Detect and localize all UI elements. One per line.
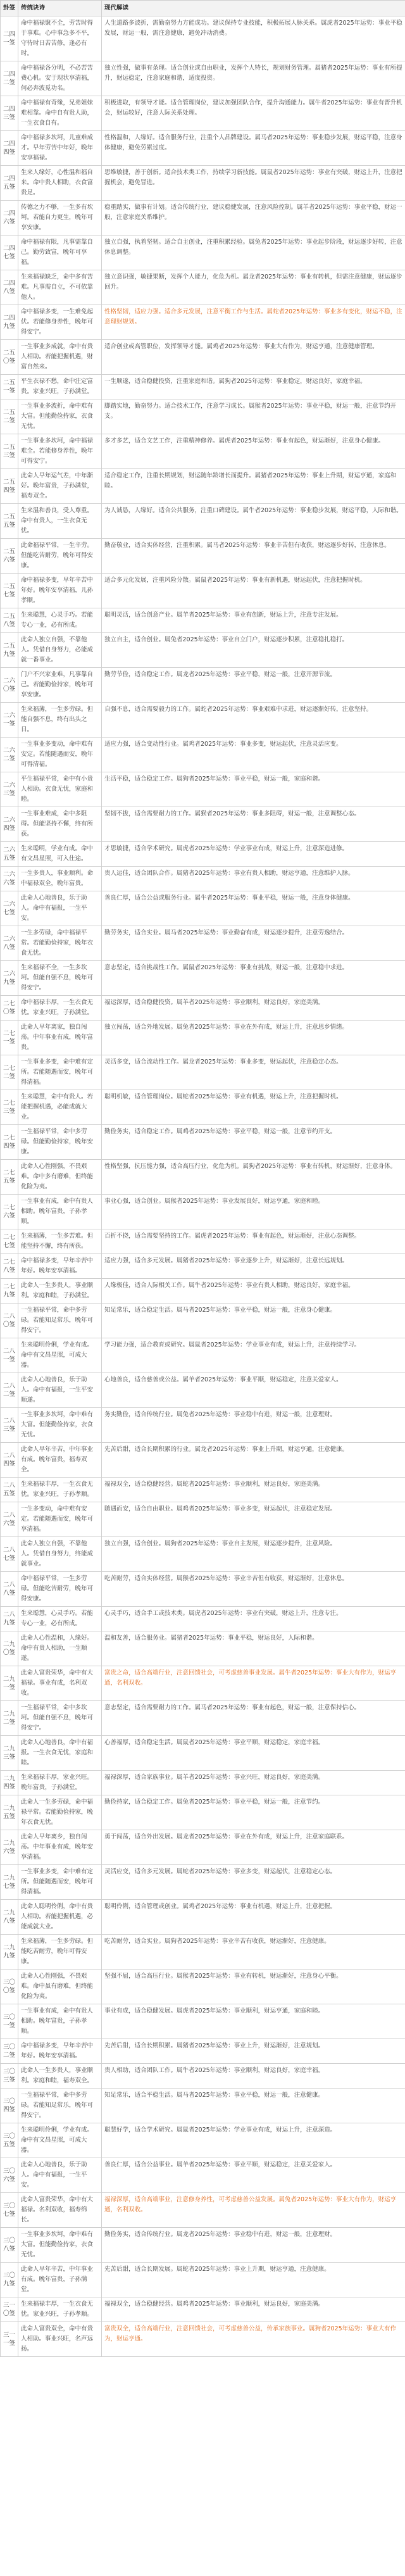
gua-cell: 二六六签 bbox=[1, 867, 18, 891]
modern-cell: 思维敏捷，善于创新。适合技术类工作，持续学习新技能。属鼠者2025年运势：事业有突破，财运上升，注意把握机会，避免冒进。 bbox=[102, 166, 405, 201]
modern-cell: 意志坚定，适合需要耐力的工作。属马者2025年运势：事业有起色，财运一般，注意保持信心。 bbox=[102, 1701, 405, 1736]
modern-cell: 先苦后甜，适合长期发展。属蛇者2025年运势：事业上升期，财运亨通，注意健康。 bbox=[102, 2263, 405, 2297]
traditional-cell: 生来福禄不全，一生多坎坷。但能自强不息，晚年可得安宁。 bbox=[18, 961, 102, 996]
gua-cell: 二八六签 bbox=[1, 1502, 18, 1537]
traditional-cell: 此命人富贵双全，命中有贵人相助。事业兴旺，名声远扬。 bbox=[18, 2322, 102, 2357]
traditional-cell: 一生福禄平常，命中多劳碌。若能知足常乐，晚年可得安宁。 bbox=[18, 2089, 102, 2123]
table-row bbox=[1, 633, 405, 668]
traditional-cell: 命中福禄聚不全，劳苦时得于事难。心中事急多不平，守待时日苦苦修，逢必有时。 bbox=[18, 16, 102, 61]
gua-cell: 二四二签 bbox=[1, 61, 18, 96]
gua-cell: 二八八签 bbox=[1, 1572, 18, 1607]
gua-cell: 二九〇签 bbox=[1, 1631, 18, 1666]
table-row bbox=[1, 434, 405, 469]
table-row bbox=[1, 703, 405, 738]
table-row bbox=[1, 1125, 405, 1160]
modern-cell: 福运深厚，适合稳健投资。属羊者2025年运势：事业顺利，财运良好，家庭美满。 bbox=[102, 996, 405, 1021]
table-row bbox=[1, 1160, 405, 1195]
modern-cell: 百折不挠，适合需要坚持的工作。属虎者2025年运势：事业有起色，财运渐好，注意心态调整。 bbox=[102, 1229, 405, 1254]
header-gua: 卦签 bbox=[1, 1, 18, 16]
traditional-cell: 此命人一生多贵人，事业顺利。家庭和睦，子孙满堂。 bbox=[18, 1279, 102, 1304]
table-row bbox=[1, 2193, 405, 2228]
gua-cell: 三〇七签 bbox=[1, 2193, 18, 2228]
modern-cell: 随遇而安，适合自由职业。属鸡者2025年运势：事业多变，财运起伏，注意稳定发展。 bbox=[102, 1502, 405, 1537]
table-row bbox=[1, 539, 405, 574]
gua-cell: 二九一签 bbox=[1, 1666, 18, 1701]
gua-cell: 二五八签 bbox=[1, 608, 18, 633]
traditional-cell: 一生福禄平常，命中多劳碌。若能知足常乐，晚年可得安宁。 bbox=[18, 1304, 102, 1338]
table-row bbox=[1, 891, 405, 926]
table-row bbox=[1, 1701, 405, 1736]
modern-cell: 吃苦耐劳，适合实业。属狗者2025年运势：事业辛苦有收获，财运渐好，注意健康。 bbox=[102, 1935, 405, 1970]
modern-cell: 性格温和，人缘好。适合服务行业，注重个人品牌建设。属马者2025年运势：事业稳步发展，财运平稳，注意身体健康，避免劳累过度。 bbox=[102, 131, 405, 166]
modern-cell: 聪慧好学，适合学术研究。属鼠者2025年运势：学业事业有成，财运上升，注意深造。 bbox=[102, 2123, 405, 2158]
traditional-cell: 生来温和善良，受人尊重。命中有贵人，一生衣食无忧。 bbox=[18, 504, 102, 539]
traditional-cell: 此命人一生多劳碌，命中福禄平常。若能勤俭持家，晚年衣食无忧。 bbox=[18, 1795, 102, 1830]
traditional-cell: 生来福薄，一生多劳碌。但能自强不息，终有出头之日。 bbox=[18, 703, 102, 738]
table-row bbox=[1, 2263, 405, 2297]
traditional-cell: 一生多变动，命中难有安定。若能随遇而安，晚年可享清福。 bbox=[18, 1502, 102, 1537]
modern-cell: 灵活多变，适合流动性工作。属龙者2025年运势：事业多变，财运起伏，注意稳定心态。 bbox=[102, 1055, 405, 1090]
table-row bbox=[1, 305, 405, 340]
table-row bbox=[1, 2228, 405, 2263]
traditional-cell: 一生事业多成就，命中有贵人相助。若能把握机遇，财富自然来。 bbox=[18, 340, 102, 375]
table-row bbox=[1, 1408, 405, 1443]
table-row bbox=[1, 1195, 405, 1229]
gua-cell: 三〇九签 bbox=[1, 2263, 18, 2297]
traditional-cell: 此命人早年辛苦，中年事业有成。晚年富贵，子孙满堂。 bbox=[18, 2263, 102, 2297]
table-row bbox=[1, 2123, 405, 2158]
table-row bbox=[1, 16, 405, 61]
header-traditional: 传统诀诗 bbox=[18, 1, 102, 16]
traditional-cell: 一生事业多变，命中难有定所。若能随遇而安，晚年可得清福。 bbox=[18, 1055, 102, 1090]
gua-cell: 二四八签 bbox=[1, 270, 18, 305]
modern-cell: 坚韧不拔，适合需要耐力的工作。属猴者2025年运势：事业多阻碍，财运一般，注意调整心态。 bbox=[102, 807, 405, 842]
header-modern: 现代解读 bbox=[102, 1, 405, 16]
table-row bbox=[1, 807, 405, 842]
table-row bbox=[1, 1055, 405, 1090]
modern-cell: 适应力强，适合变动性行业。属鸡者2025年运势：事业多变，财运起伏，注意灵活应变。 bbox=[102, 738, 405, 772]
gua-cell: 二九八签 bbox=[1, 1900, 18, 1935]
table-row bbox=[1, 166, 405, 201]
modern-cell: 事业有成，适合稳健发展。属虎者2025年运势：事业顺利，财运亨通，家庭和睦。 bbox=[102, 2004, 405, 2039]
table-row bbox=[1, 1502, 405, 1537]
gua-cell: 三〇四签 bbox=[1, 2089, 18, 2123]
modern-cell: 一生顺遂，适合稳健投资，注重家庭和谐。属狗者2025年运势：事业稳定，财运良好，家庭幸福。 bbox=[102, 375, 405, 399]
table-row bbox=[1, 1021, 405, 1055]
modern-cell: 性格坚韧，适应力强。适合多元发展，注意平衡工作与生活。属蛇者2025年运势：事业多有变化，财运不稳，注意理财规划。 bbox=[102, 305, 405, 340]
gua-cell: 二七〇签 bbox=[1, 996, 18, 1021]
gua-cell: 二七五签 bbox=[1, 1160, 18, 1195]
traditional-cell: 命中福禄多变，早年辛苦中年好。晚年安享清福，儿孙孝顺。 bbox=[18, 574, 102, 608]
gua-cell: 三〇六签 bbox=[1, 2158, 18, 2193]
modern-cell: 人缘极佳，适合人际相关工作。属牛者2025年运势：事业有贵人相助，财运良好，家庭幸福。 bbox=[102, 1279, 405, 1304]
modern-cell: 福禄深厚，适合高端事业，注意修身养性，可考虑慈善公益发展。属兔者2025年运势：事业大有作为，财运亨通，名利双收。 bbox=[102, 2193, 405, 2228]
gua-cell: 三〇八签 bbox=[1, 2228, 18, 2263]
gua-cell: 三一一签 bbox=[1, 2322, 18, 2357]
traditional-cell: 生来福薄，一生多劳碌。但能吃苦耐劳，晚年可得安康。 bbox=[18, 1935, 102, 1970]
modern-cell: 勤俭务实，适合稳定工作。属鸡者2025年运势：事业平稳，财运一般，注意节约开支。 bbox=[102, 1125, 405, 1160]
table-row bbox=[1, 340, 405, 375]
table-row bbox=[1, 61, 405, 96]
traditional-cell: 一生事业多坎坷，命中难有大富。但能勤俭持家，衣食无忧。 bbox=[18, 2228, 102, 2263]
traditional-cell: 命中福禄多变，早年辛苦中年好。晚年安享清福。 bbox=[18, 2039, 102, 2064]
traditional-cell: 一生事业有成，命中有贵人相助。晚年富贵，子孙孝顺。 bbox=[18, 2004, 102, 2039]
modern-cell: 脚踏实地，勤奋努力。适合技术工作，注意学习成长。属猴者2025年运势：事业平稳，财运一般，注意节约开支。 bbox=[102, 399, 405, 434]
gua-cell: 二六〇签 bbox=[1, 668, 18, 703]
modern-cell: 性格坚强，抗压能力强，适合高压行业，化危为机。属狗者2025年运势：事业有转机，财运渐好，注意身体。 bbox=[102, 1160, 405, 1195]
table-row bbox=[1, 1537, 405, 1572]
gua-cell: 二五一签 bbox=[1, 375, 18, 399]
traditional-cell: 此命人心地善良，乐于助人。命中有福报，一生平安。 bbox=[18, 2158, 102, 2193]
traditional-cell: 传德之力不够，一生多有坎坷。若能自力更生，晚年可享安康。 bbox=[18, 201, 102, 236]
gua-cell: 二五九签 bbox=[1, 633, 18, 668]
traditional-cell: 此命人心性温和，人缘好。命中有贵人相助，一生顺遂。 bbox=[18, 1631, 102, 1666]
traditional-cell: 一生福禄平常，命中多劳碌。但能勤俭持家，晚年安康。 bbox=[18, 1125, 102, 1160]
modern-cell: 多才多艺，适合文艺工作，注重精神修养。属虎者2025年运势：事业有起色，财运渐好，注意身心健康。 bbox=[102, 434, 405, 469]
modern-cell: 勤俭持家，适合稳定工作。属兔者2025年运势：事业平稳，财运一般，注意节约。 bbox=[102, 1795, 405, 1830]
modern-cell: 心地善良，适合慈善或公益。属羊者2025年运势：事业平顺，财运稳定，注意关爱家人。 bbox=[102, 1373, 405, 1408]
traditional-cell: 一生多贵人，事业顺利。命中福禄双全，晚年富贵。 bbox=[18, 867, 102, 891]
table-row bbox=[1, 1338, 405, 1373]
gua-cell: 二六四签 bbox=[1, 807, 18, 842]
gua-cell: 二八四签 bbox=[1, 1443, 18, 1478]
modern-cell: 人生道路多波折，需勤奋努力方能成功。建议保持专业技能，积极拓展人脉关系。属虎者2025年运势：事业平稳发展，财运一般，需注意健康，避免冲动消费。 bbox=[102, 16, 405, 61]
table-row bbox=[1, 608, 405, 633]
traditional-cell: 此命人富贵荣华，命中有大福禄。名利双收，福寿绵长。 bbox=[18, 2193, 102, 2228]
gua-cell: 二七三签 bbox=[1, 1090, 18, 1125]
traditional-cell: 一生事业多变动，命中难有安定。若能随遇而安，晚年可得清福。 bbox=[18, 738, 102, 772]
modern-cell: 先苦后甜，适合长期积累的行业。属龙者2025年运势：事业上升期，财运亨通，注意健康。 bbox=[102, 1443, 405, 1478]
table-row bbox=[1, 1666, 405, 1701]
modern-cell: 适合创业或高管职位，发挥领导才能。属鸡者2025年运势：事业大有作为，财运亨通，注意健康管理。 bbox=[102, 340, 405, 375]
modern-cell: 稳重踏实，做事有计划。适合传统行业，建议稳健发展，注意风险控制。属羊者2025年运势：事业平稳，财运一般，注意家庭关系维护。 bbox=[102, 201, 405, 236]
modern-cell: 适合稳定工作，注重长期规划，财运随年龄增长而提升。属猪者2025年运势：事业上升期，财运亨通，家庭和睦。 bbox=[102, 469, 405, 504]
gua-cell: 二五五签 bbox=[1, 504, 18, 539]
table-row bbox=[1, 201, 405, 236]
traditional-cell: 此命人早年运气差，中年渐好。晚年富贵，子孙满堂，福寿双全。 bbox=[18, 469, 102, 504]
gua-cell: 二四五签 bbox=[1, 166, 18, 201]
table-row bbox=[1, 1279, 405, 1304]
traditional-cell: 生来福禄丰厚，家业兴旺。晚年富贵，子孙满堂。 bbox=[18, 1771, 102, 1795]
table-row bbox=[1, 1607, 405, 1631]
modern-cell: 善良仁厚，适合公益或服务行业。属牛者2025年运势：事业平稳，财运一般，注意身体健康。 bbox=[102, 891, 405, 926]
table-row bbox=[1, 1935, 405, 1970]
traditional-cell: 命中福禄有奇缘，兄弟姐妹难相靠。命中自有贵人助，一生衣食自有。 bbox=[18, 96, 102, 131]
modern-cell: 积极进取，有领导才能。适合管理岗位，建议加强团队合作，提升沟通能力。属牛者2025年运势：事业有晋升机会，财运较好，注意人际关系处理。 bbox=[102, 96, 405, 131]
gua-cell: 二五三签 bbox=[1, 434, 18, 469]
modern-cell: 独立意识强，敏捷果断，发挥个人能力，化危为机。属龙者2025年运势：事业有转机，但需注意健康，财运逐步回升。 bbox=[102, 270, 405, 305]
table-header-row bbox=[1, 1, 405, 16]
modern-cell: 独立自强，适合创业。属狗者2025年运势：事业自主发展，财运逐步提升，注意风险。 bbox=[102, 1537, 405, 1572]
modern-cell: 富贵之命，适合高端行业，注意回馈社会，可考虑慈善事业发展。属牛者2025年运势：事业大有作为，财运亨通，名利双收。 bbox=[102, 1666, 405, 1701]
traditional-cell: 命中福禄平常，一生多劳碌。但能吃苦耐劳，晚年可得安康。 bbox=[18, 1572, 102, 1607]
modern-cell: 才思敏捷，适合学术研究。属虎者2025年运势：学业事业有成，财运上升，注意深造进修。 bbox=[102, 842, 405, 867]
table-row bbox=[1, 738, 405, 772]
modern-cell: 富贵双全，适合高端行业，注意回馈社会，可考虑慈善公益，传承家族事业。属狗者2025年运势：事业大有作为，财运亨通。 bbox=[102, 2322, 405, 2357]
table-row bbox=[1, 961, 405, 996]
gua-cell: 三〇二签 bbox=[1, 2039, 18, 2064]
traditional-cell: 门户不兴家业难，凡事靠自己。若能勤俭持家，晚年可享安康。 bbox=[18, 668, 102, 703]
table-row bbox=[1, 1631, 405, 1666]
table-row bbox=[1, 1090, 405, 1125]
gua-cell: 二七二签 bbox=[1, 1055, 18, 1090]
traditional-cell: 此命福禄平常，一生辛劳。但能吃苦耐劳，晚年可得安康。 bbox=[18, 539, 102, 574]
table-row bbox=[1, 1373, 405, 1408]
gua-cell: 二四三签 bbox=[1, 96, 18, 131]
traditional-cell: 命中福禄多变，一生难免起伏。若能修身养性，晚年可得安宁。 bbox=[18, 305, 102, 340]
table-row bbox=[1, 270, 405, 305]
gua-cell: 三一〇签 bbox=[1, 2297, 18, 2322]
gua-cell: 二九三签 bbox=[1, 1736, 18, 1771]
table-row bbox=[1, 926, 405, 961]
modern-cell: 勤劳务实，适合实业。属马者2025年运势：事业勤奋有成，财运逐步提升，注意劳逸结合。 bbox=[102, 926, 405, 961]
modern-cell: 意志坚定，适合挑战性工作。属鼠者2025年运势：事业有挑战，财运一般，注意稳中求进。 bbox=[102, 961, 405, 996]
gua-cell: 二六三签 bbox=[1, 772, 18, 807]
traditional-cell: 生来人缘好，心性温和福自来。命中贵人相助，衣食富贵足。 bbox=[18, 166, 102, 201]
gua-cell: 二五四签 bbox=[1, 469, 18, 504]
gua-cell: 二八五签 bbox=[1, 1478, 18, 1502]
gua-cell: 二五六签 bbox=[1, 539, 18, 574]
traditional-cell: 此命人心地善良，乐于助人。命中有福报，一生平安。 bbox=[18, 891, 102, 926]
gua-cell: 二五七签 bbox=[1, 574, 18, 608]
modern-cell: 独立自强，执着坚韧。适合自主创业，注重积累经验。属兔者2025年运势：事业起步阶段，财运逐步好转，注意休息调整。 bbox=[102, 236, 405, 270]
table-row bbox=[1, 469, 405, 504]
traditional-cell: 一生多劳碌，命中福禄平常。若能勤俭持家，晚年衣食无忧。 bbox=[18, 926, 102, 961]
table-row bbox=[1, 1970, 405, 2004]
gua-cell: 三〇一签 bbox=[1, 2004, 18, 2039]
table-row bbox=[1, 1443, 405, 1478]
modern-cell: 学习能力强，适合教育或研究。属鼠者2025年运势：学业事业有成，财运上升，注意持续学习。 bbox=[102, 1338, 405, 1373]
traditional-cell: 此命人心性刚强，不畏艰难。命中多有磨难，但终能化险为夷。 bbox=[18, 1160, 102, 1195]
table-row bbox=[1, 399, 405, 434]
traditional-cell: 此命人心地善良，乐于助人。命中有福报，一生平安顺遂。 bbox=[18, 1373, 102, 1408]
modern-cell: 善良仁厚，适合公益事业。属羊者2025年运势：事业平顺，财运稳定，注意关爱家人。 bbox=[102, 2158, 405, 2193]
table-row bbox=[1, 668, 405, 703]
traditional-cell: 此命人早年离乡，独自闯荡。中年事业有成，晚年安享清福。 bbox=[18, 1830, 102, 1865]
modern-cell: 先苦后甜，适合长期积累。属猪者2025年运势：事业上升，财运渐好，注意规划。 bbox=[102, 2039, 405, 2064]
traditional-cell: 一生福禄平常，命中多坎坷。但能自强不息，晚年可得安宁。 bbox=[18, 1701, 102, 1736]
gua-cell: 二六八签 bbox=[1, 926, 18, 961]
gua-cell: 二八七签 bbox=[1, 1537, 18, 1572]
table-body bbox=[1, 16, 405, 2357]
table-row bbox=[1, 1830, 405, 1865]
modern-cell: 吃苦耐劳，适合实体经营。属猴者2025年运势：事业辛苦但有收获，财运渐好，注意休息。 bbox=[102, 1572, 405, 1607]
table-row bbox=[1, 867, 405, 891]
traditional-cell: 一生事业多坎坷，命中难有大富。但能勤俭持家，衣食无忧。 bbox=[18, 1408, 102, 1443]
gua-cell: 二四九签 bbox=[1, 305, 18, 340]
traditional-cell: 生来聪慧，命中有贵人。若能把握机遇，必能成就大业。 bbox=[18, 1090, 102, 1125]
traditional-cell: 此命人心性刚强，不畏艰难。命中虽有磨难，但终能化险为夷。 bbox=[18, 1970, 102, 2004]
modern-cell: 适应力强，适合多元发展。属猪者2025年运势：事业逐步上升，财运渐好，注意长远规划。 bbox=[102, 1254, 405, 1279]
gua-cell: 二六二签 bbox=[1, 738, 18, 772]
gua-cell: 二六七签 bbox=[1, 891, 18, 926]
table-row bbox=[1, 2039, 405, 2064]
table-row bbox=[1, 1771, 405, 1795]
table-row bbox=[1, 772, 405, 807]
traditional-cell: 此命人独立自强，不靠他人。凭借自身努力，终能成就事业。 bbox=[18, 1537, 102, 1572]
modern-cell: 勇于闯荡，适合外出发展。属龙者2025年运势：事业在外有成，财运上升，注意家庭联系。 bbox=[102, 1830, 405, 1865]
table-row bbox=[1, 96, 405, 131]
table-row bbox=[1, 2089, 405, 2123]
table-row bbox=[1, 2322, 405, 2357]
traditional-cell: 命中福禄各分明，不必苦苦费心机。安于现状享清福，何必奔波觅功名。 bbox=[18, 61, 102, 96]
traditional-cell: 此命人聪明伶俐，命中有贵人相助。若能把握机遇，必能成就大业。 bbox=[18, 1900, 102, 1935]
table-row bbox=[1, 2064, 405, 2089]
modern-cell: 贵人相助，适合团队工作。属牛者2025年运势：事业顺利，财运良好，家庭幸福。 bbox=[102, 2064, 405, 2089]
table-row bbox=[1, 1304, 405, 1338]
traditional-cell: 一生事业难成，命中多阻碍。但能坚持不懈，终有所获。 bbox=[18, 807, 102, 842]
table-row bbox=[1, 1229, 405, 1254]
modern-cell: 知足常乐，适合稳定生活。属马者2025年运势：事业平稳，财运一般，注意身心健康。 bbox=[102, 1304, 405, 1338]
gua-cell: 二九二签 bbox=[1, 1701, 18, 1736]
table-row bbox=[1, 375, 405, 399]
modern-cell: 聪明灵活，适合创意产业。属羊者2025年运势：事业有创新，财运上升，注意专注发展。 bbox=[102, 608, 405, 633]
modern-cell: 独立性强，做事有条理。适合创业或自由职业，发挥个人特长，规划财务管理。属猪者2025年运势：事业有所提升，财运稳定，注意家庭和谐，适度投资。 bbox=[102, 61, 405, 96]
gua-cell: 二六一签 bbox=[1, 703, 18, 738]
traditional-cell: 一生事业多坎坷，命中福禄难全。若能修身养性，晚年可得安宁。 bbox=[18, 434, 102, 469]
modern-cell: 生活平稳，适合稳定工作。属狗者2025年运势：事业平稳，财运一般，家庭和谐。 bbox=[102, 772, 405, 807]
gua-cell: 二八二签 bbox=[1, 1373, 18, 1408]
modern-cell: 温和友善，适合服务业。属猪者2025年运势：事业平稳，财运良好，人际和谐。 bbox=[102, 1631, 405, 1666]
gua-cell: 二七四签 bbox=[1, 1125, 18, 1160]
gua-cell: 三〇三签 bbox=[1, 2064, 18, 2089]
gua-cell: 二八九签 bbox=[1, 1607, 18, 1631]
traditional-cell: 生来聪明，学业有成。命中有文昌星照，可入仕途。 bbox=[18, 842, 102, 867]
table-row bbox=[1, 236, 405, 270]
gua-cell: 二七九签 bbox=[1, 1279, 18, 1304]
traditional-cell: 一生事业多波折，命中难有大富。但能勤俭持家，衣食无忧。 bbox=[18, 399, 102, 434]
traditional-cell: 此命人独立自强，不靠他人。凭借自身努力，必能成就一番事业。 bbox=[18, 633, 102, 668]
table-row bbox=[1, 1254, 405, 1279]
modern-cell: 勤奋敬业，适合实体经营，注重积累。属马者2025年运势：事业辛苦但有收获，财运逐步好转，注意休息。 bbox=[102, 539, 405, 574]
gua-cell: 二九四签 bbox=[1, 1771, 18, 1795]
gua-cell: 二四六签 bbox=[1, 201, 18, 236]
table-row bbox=[1, 1795, 405, 1830]
modern-cell: 贵人运佳，适合团队合作。属猪者2025年运势：事业有贵人相助，财运亨通，注意维护人脉。 bbox=[102, 867, 405, 891]
traditional-cell: 此命人一生多贵人，事业顺利。家庭和睦，福寿双全。 bbox=[18, 2064, 102, 2089]
table-row bbox=[1, 2158, 405, 2193]
traditional-cell: 生来福禄丰厚，一生衣食无忧。家业兴旺，子孙孝顺。 bbox=[18, 1478, 102, 1502]
gua-cell: 二四四签 bbox=[1, 131, 18, 166]
gua-cell: 二七六签 bbox=[1, 1195, 18, 1229]
table-row bbox=[1, 574, 405, 608]
table-row bbox=[1, 1736, 405, 1771]
traditional-cell: 命中福禄多坎坷，儿童难成才。早年劳苦中年好，晚年安享福禄。 bbox=[18, 131, 102, 166]
table-row bbox=[1, 1900, 405, 1935]
table-row bbox=[1, 842, 405, 867]
modern-cell: 勤俭务实，适合传统行业。属龙者2025年运势：事业稳中有进，财运一般，注意理财。 bbox=[102, 2228, 405, 2263]
table-row bbox=[1, 2004, 405, 2039]
gua-cell: 二七八签 bbox=[1, 1254, 18, 1279]
modern-cell: 福禄深厚，适合家族事业。属羊者2025年运势：事业兴旺，财运良好，家庭美满。 bbox=[102, 1771, 405, 1795]
traditional-cell: 此命人早年离家，独自闯荡。中年事业有成，晚年富贵。 bbox=[18, 1021, 102, 1055]
traditional-cell: 一生事业有成，命中有贵人相助。晚年富贵，子孙孝顺。 bbox=[18, 1195, 102, 1229]
gua-cell: 二五二签 bbox=[1, 399, 18, 434]
traditional-cell: 命中福禄多变，早年辛苦中年好。晚年安享清福。 bbox=[18, 1254, 102, 1279]
traditional-cell: 生来聪慧，心灵手巧。若能专心一业，必有所成。 bbox=[18, 1607, 102, 1631]
traditional-cell: 生来福薄，一生多苦难。但能坚持不懈，终有所获。 bbox=[18, 1229, 102, 1254]
gua-cell: 三〇〇签 bbox=[1, 1970, 18, 2004]
modern-cell: 知足常乐，适合平稳生活。属马者2025年运势：事业平稳，财运一般，注意健康。 bbox=[102, 2089, 405, 2123]
gua-cell: 二九九签 bbox=[1, 1935, 18, 1970]
gua-cell: 二五〇签 bbox=[1, 340, 18, 375]
modern-cell: 自强不息，适合需要毅力的工作。属蛇者2025年运势：事业艰难中求进，财运逐渐好转，注意坚持。 bbox=[102, 703, 405, 738]
gua-cell: 二八三签 bbox=[1, 1408, 18, 1443]
gua-cell: 二四一签 bbox=[1, 16, 18, 61]
gua-cell: 二八一签 bbox=[1, 1338, 18, 1373]
gua-cell: 二九七签 bbox=[1, 1865, 18, 1900]
table-row bbox=[1, 1572, 405, 1607]
traditional-cell: 生来福禄丰厚，一生衣食无忧。家业兴旺，子孙孝顺。 bbox=[18, 2297, 102, 2322]
modern-cell: 心灵手巧，适合手工或技术类。属虎者2025年运势：事业有突破，财运上升，注意专注。 bbox=[102, 1607, 405, 1631]
modern-cell: 福禄双全，适合稳健经营。属鸡者2025年运势：事业顺利，财运良好，家庭美满。 bbox=[102, 2297, 405, 2322]
table-row bbox=[1, 2297, 405, 2322]
traditional-cell: 生来聪明伶俐，学业有成。命中有文昌星照，可成大器。 bbox=[18, 1338, 102, 1373]
table-row bbox=[1, 1478, 405, 1502]
gua-cell: 二八〇签 bbox=[1, 1304, 18, 1338]
modern-cell: 勤劳节俭，适合稳定工作。属龙者2025年运势：事业平稳，财运一般，注意开源节流。 bbox=[102, 668, 405, 703]
modern-cell: 独立闯荡，适合外地发展。属兔者2025年运势：事业在外有成，财运上升，注意思乡情绪。 bbox=[102, 1021, 405, 1055]
modern-cell: 事业心强，适合创业。属猴者2025年运势：事业发展良好，财运亨通，家庭和睦。 bbox=[102, 1195, 405, 1229]
modern-cell: 心善福厚，适合稳定生活。属鼠者2025年运势：事业平顺，财运稳定，家庭幸福。 bbox=[102, 1736, 405, 1771]
traditional-cell: 此命人富贵荣华，命中有大福禄。事业有成，名利双收。 bbox=[18, 1666, 102, 1701]
modern-cell: 为人诚恳，人缘好。适合公共服务，注重口碑建设。属牛者2025年运势：事业稳步发展，财运平稳，人际和谐。 bbox=[102, 504, 405, 539]
traditional-cell: 生来聪明伶俐，学业有成。命中有文昌星照，可成大器。 bbox=[18, 2123, 102, 2158]
traditional-cell: 生来福禄缺乏，命中多有苦难。凡事需自立，不可依靠他人。 bbox=[18, 270, 102, 305]
modern-cell: 适合多元化发展，注重风险分散。属鼠者2025年运势：事业有新机遇，财运起伏，注意把握时机。 bbox=[102, 574, 405, 608]
table-row bbox=[1, 1865, 405, 1900]
gua-cell: 二七一签 bbox=[1, 1021, 18, 1055]
gua-cell: 二四七签 bbox=[1, 236, 18, 270]
gua-cell: 二七七签 bbox=[1, 1229, 18, 1254]
traditional-cell: 此命人心地善良，命中有福报。一生衣食无忧，家庭和睦。 bbox=[18, 1736, 102, 1771]
table-row bbox=[1, 996, 405, 1021]
gua-cell: 三〇五签 bbox=[1, 2123, 18, 2158]
modern-cell: 灵活应变，适合多元发展。属蛇者2025年运势：事业多变，财运起伏，注意稳定心态。 bbox=[102, 1865, 405, 1900]
traditional-cell: 此命人早年辛苦，中年事业有成。晚年富贵，福寿双全。 bbox=[18, 1443, 102, 1478]
gua-cell: 二九六签 bbox=[1, 1830, 18, 1865]
traditional-cell: 命中福禄丰厚，一生衣食无忧。家业兴旺，子孙满堂。 bbox=[18, 996, 102, 1021]
modern-cell: 独立自主，适合创业。属兔者2025年运势：事业自立门户，财运逐步积累，注意稳扎稳打。 bbox=[102, 633, 405, 668]
gua-cell: 二九五签 bbox=[1, 1795, 18, 1830]
modern-cell: 聪明机敏，适合管理岗位。属蛇者2025年运势：事业有机遇，财运上升，注意把握时机。 bbox=[102, 1090, 405, 1125]
modern-cell: 福禄双全，适合稳健经营。属蛇者2025年运势：事业顺利，财运良好，家庭美满。 bbox=[102, 1478, 405, 1502]
gua-cell: 二六九签 bbox=[1, 961, 18, 996]
gua-cell: 二六五签 bbox=[1, 842, 18, 867]
traditional-cell: 平生衣禄不愁，命中注定富贵。家业兴旺，子孙满堂。 bbox=[18, 375, 102, 399]
modern-cell: 坚强不屈，适合高压行业。属猴者2025年运势：事业有转机，财运渐好，注意身心平衡。 bbox=[102, 1970, 405, 2004]
traditional-cell: 生来聪慧，心灵手巧。若能专心一业，必有所成。 bbox=[18, 608, 102, 633]
traditional-cell: 一生事业多变，命中难有定所。但能随遇而安，晚年可得清福。 bbox=[18, 1865, 102, 1900]
modern-cell: 聪明伶俐，适合管理或创业。属鸡者2025年运势：事业有机遇，财运上升，注意把握。 bbox=[102, 1900, 405, 1935]
traditional-cell: 命中福禄有限，凡事需靠自己。勤劳致富，晚年可享福。 bbox=[18, 236, 102, 270]
table-row bbox=[1, 131, 405, 166]
modern-cell: 务实勤俭，适合传统行业。属兔者2025年运势：事业稳中有进，财运一般，注意理财。 bbox=[102, 1408, 405, 1443]
table-row bbox=[1, 504, 405, 539]
traditional-cell: 平生福禄平常，命中有小贵人相助。衣食无忧，家庭和睦。 bbox=[18, 772, 102, 807]
